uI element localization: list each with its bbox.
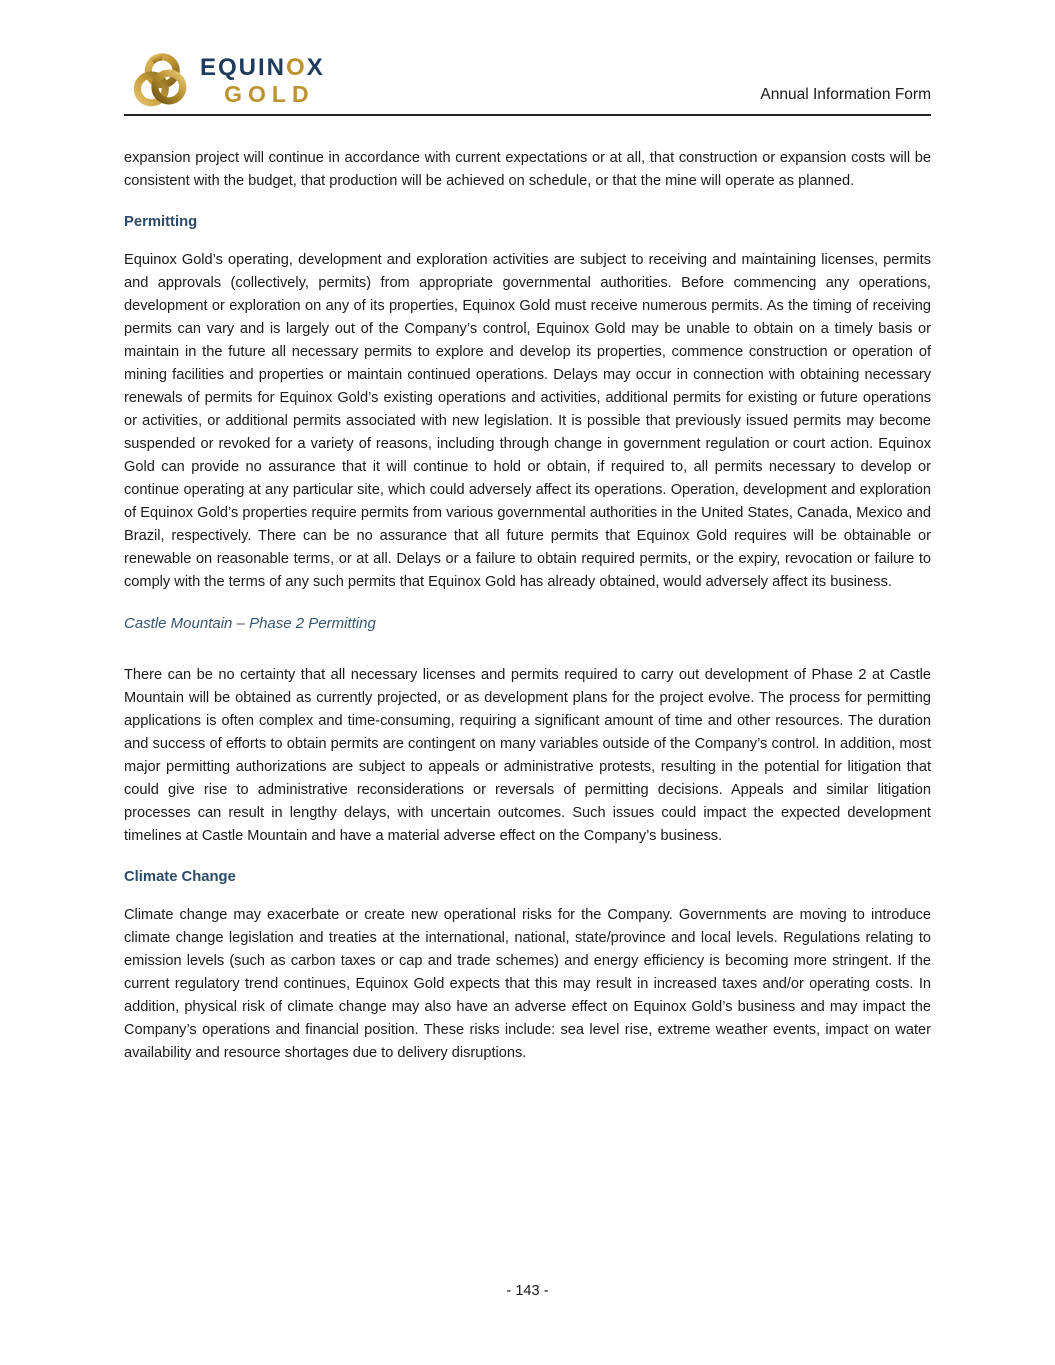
document-body xyxy=(124,116,931,1065)
logo-wordmark xyxy=(200,56,325,106)
paragraph-climate-change: Climate change may exacerbate or create new operational risks for the Company. Governments are moving to introduce climate change legislation and treaties at the international, national, state/province and local levels. Regulations relating to emission levels (such as carbon taxes or cap and trade schemes) and energy efficiency is becoming more stringent. If the current regulatory trend continues, Equinox Gold expects that this may result in increased taxes and/or operating costs. In addition, physical risk of climate change may also have an adverse effect on Equinox Gold’s business and may impact the Company’s operations and financial position. These risks include: sea level rise, extreme weather events, impact on water availability and resource shortages due to delivery disruptions. xyxy=(124,907,931,1061)
section-heading-climate-change: Climate Change xyxy=(124,869,236,885)
page-number: - 143 - xyxy=(506,1283,549,1299)
subheading-castle-mountain-phase2: Castle Mountain – Phase 2 Permitting xyxy=(124,615,376,632)
equinox-gold-logo xyxy=(130,52,325,110)
paragraph-castle-mountain: There can be no certainty that all necessary licenses and permits required to carry out development of Phase 2 at Castle Mountain will be obtained as currently projected, or as development plans for the project evolve. The process for permitting applications is often complex and time-consuming, requiring a significant amount of time and other resources. The duration and success of efforts to obtain permits are contingent on many variables outside of the Company’s control. In addition, most major permitting authorizations are subject to appeals or administrative protests, resulting in the potential for litigation that could give rise to administrative reconsiderations or reversals of permitting decisions. Appeals and similar litigation processes can result in lengthy delays, with uncertain outcomes. Such issues could impact the expected development timelines at Castle Mountain and have a material adverse effect on the Company’s business. xyxy=(124,667,931,844)
logo-wordmark-equinox: EQUINOX xyxy=(200,54,325,81)
paragraph-permitting: Equinox Gold’s operating, development and exploration activities are subject to receiving and maintaining licenses, permits and approvals (collectively, permits) from appropriate governmental authorities. Before commencing any operations, development or exploration on any of its properties, Equinox Gold must receive numerous permits. As the timing of receiving permits can vary and is largely out of the Company’s control, Equinox Gold may be unable to obtain on a timely basis or maintain in the future all necessary permits to explore and develop its properties, commence construction or operation of mining facilities and properties or maintain continued operations. Delays may occur in connection with obtaining necessary renewals of permits for Equinox Gold’s existing operations and activities, additional permits for existing or future operations or activities, or additional permits associated with new legislation. It is possible that previously issued permits may become suspended or revoked for a variety of reasons, including through change in government regulation or court action. Equinox Gold can provide no assurance that it will continue to hold or obtain, if required to, all permits necessary to develop or continue operating at any particular site, which could adversely affect its operations. Operation, development and exploration of Equinox Gold’s properties require permits from various governmental authorities in the United States, Canada, Mexico and Brazil, respectively. There can be no assurance that all future permits that Equinox Gold requires will be obtainable or renewable on reasonable terms, or at all. Delays or a failure to obtain required permits, or the expiry, revocation or failure to comply with the terms of any such permits that Equinox Gold has already obtained, would adversely affect its business. xyxy=(124,252,931,590)
document-title: Annual Information Form xyxy=(760,86,931,103)
page-footer xyxy=(0,1283,1055,1299)
logo-wordmark-gold: GOLD xyxy=(224,81,315,107)
page-header xyxy=(124,0,931,110)
paragraph-intro: expansion project will continue in accordance with current expectations or at all, that construction or expansion costs will be consistent with the budget, that production will be achieved on schedule, or that the mine will operate as planned. xyxy=(124,150,931,189)
section-heading-permitting: Permitting xyxy=(124,214,198,230)
logo-gold-o: O xyxy=(286,54,307,81)
logo-knot-icon xyxy=(130,52,192,110)
